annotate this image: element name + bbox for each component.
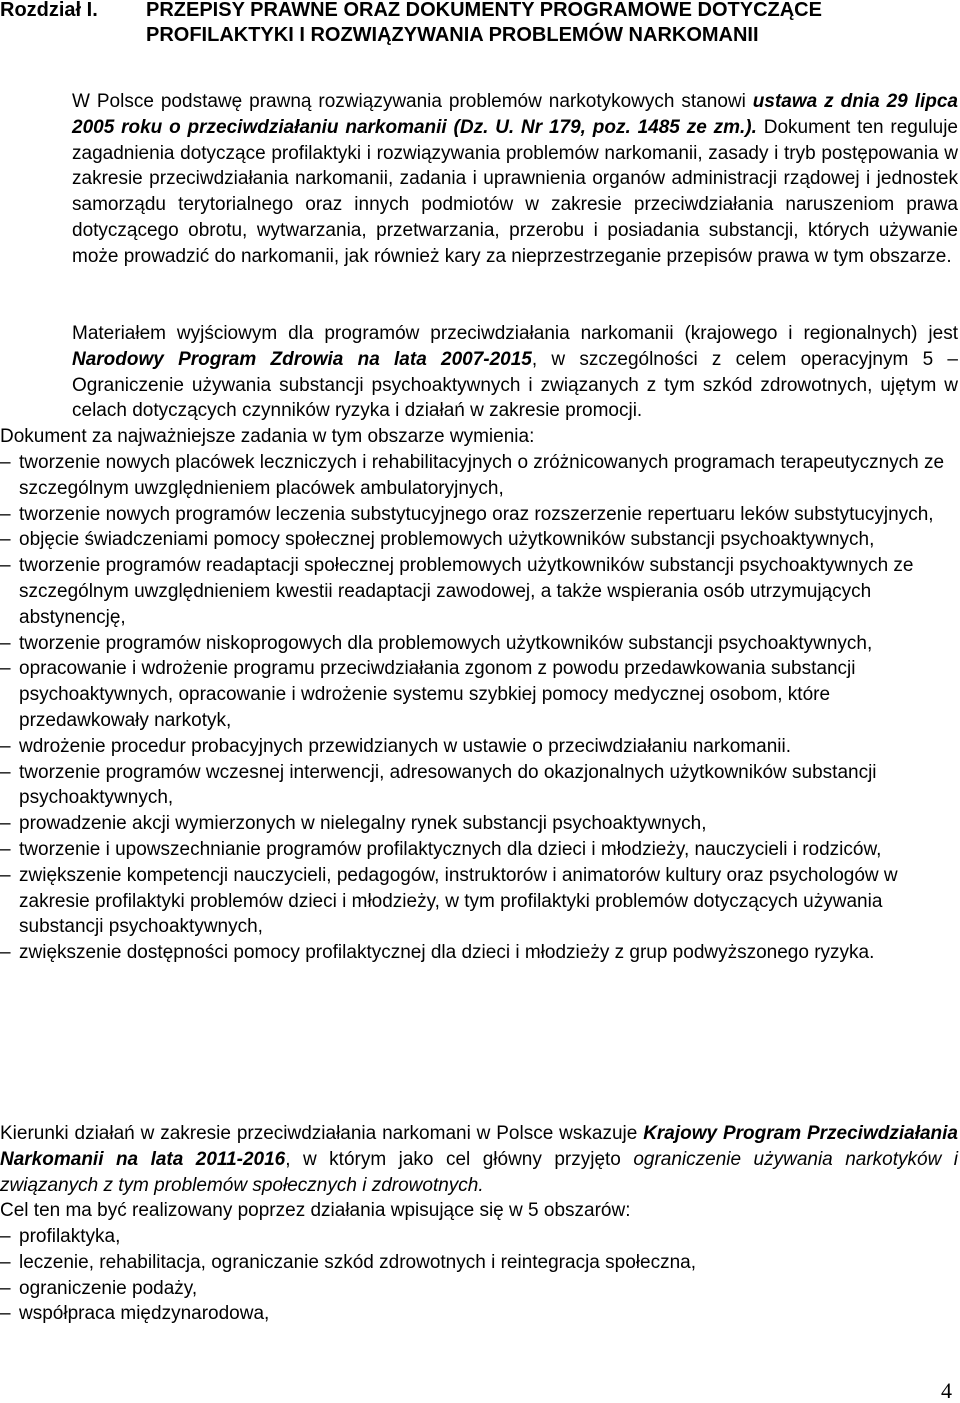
list-item bbox=[0, 1224, 958, 1250]
list-item-text: prowadzenie akcji wymierzonych w nielegalny rynek substancji psychoaktywnych, bbox=[19, 813, 707, 835]
list-item bbox=[0, 940, 958, 966]
list-item bbox=[0, 656, 958, 733]
paragraph-text: Dokument ten reguluje zagadnienia dotyczące profilaktyki i rozwiązywania problemów narkomanii, zasady i tryb postępowania w zakresie przeciwdziałania narkomanii, zadania i uprawnienia organów administracji rządowej i jednostek samorządu terytorialnego oraz innych podmiotów w zakresie przeciwdziałania naruszeniom prawa dotyczącego obrotu, wytwarzania, przetwarzania, przerobu i posiadania substancji, których używanie może prowadzić do narkomanii, jak również kary za nieprzestrzeganie przepisów prawa w tym obszarze. bbox=[72, 116, 958, 267]
list-item-text: tworzenie i upowszechnianie programów profilaktycznych dla dzieci i młodzieży, nauczycieli i rodziców, bbox=[19, 838, 882, 860]
list-dash: – bbox=[0, 452, 11, 473]
list-item bbox=[0, 837, 958, 863]
list-item bbox=[0, 631, 958, 657]
list-item bbox=[0, 734, 958, 760]
main-goal: ograniczenie używania narkotyków i związanych z tym problemów społecznych i zdrowotnych. bbox=[0, 1148, 958, 1196]
paragraph-text: Kierunki działań w zakresie przeciwdziałania narkomani w Polsce wskazuje bbox=[0, 1123, 644, 1144]
list-dash: – bbox=[0, 1277, 11, 1299]
list-item-text: tworzenie programów wczesnej interwencji, adresowanych do okazjonalnych użytkowników substancji psychoaktywnych, bbox=[19, 761, 877, 809]
list-item-text: wdrożenie procedur probacyjnych przewidzianych w ustawie o przeciwdziałaniu narkomanii. bbox=[19, 735, 791, 757]
list-dash: – bbox=[0, 864, 11, 886]
list-intro: Dokument za najważniejsze zadania w tym obszarze wymienia: bbox=[0, 426, 535, 448]
list-dash: – bbox=[0, 555, 11, 577]
list-item bbox=[0, 1276, 958, 1302]
list-item bbox=[0, 502, 958, 528]
list-item bbox=[0, 863, 958, 940]
list-item-text: ograniczenie podaży, bbox=[19, 1277, 198, 1299]
chapter-heading bbox=[0, 0, 960, 48]
areas-list bbox=[0, 1224, 958, 1327]
list-item bbox=[0, 527, 958, 553]
chapter-title-line-1: PRZEPISY PRAWNE ORAZ DOKUMENTY PROGRAMOWE DOTYCZĄCE bbox=[146, 0, 822, 21]
paragraph-text: W Polsce podstawę prawną rozwiązywania problemów narkotykowych stanowi bbox=[72, 91, 753, 112]
list-dash: – bbox=[0, 761, 11, 783]
paragraph-text: Materiałem wyjściowym dla programów przeciwdziałania narkomanii (krajowego i regionalnych) jest bbox=[72, 323, 958, 344]
paragraph-text: , w którym jako cel główny przyjęto bbox=[285, 1148, 634, 1170]
list-item-text: leczenie, rehabilitacja, ograniczanie szkód zdrowotnych i reintegracja społeczna, bbox=[19, 1251, 696, 1273]
list-dash: – bbox=[0, 838, 11, 860]
page-number: 4 bbox=[941, 1378, 952, 1403]
tasks-list bbox=[0, 450, 958, 966]
paragraph-text: , w szczególności z celem operacyjnym 5 – Ograniczenie używania substancji psychoaktywnych i związanych z tym szkód zdrowotnych, ujętym w celach dotyczących czynników ryzyka i działań w zakresie promocji. bbox=[72, 348, 958, 422]
list-item-text: opracowanie i wdrożenie programu przeciwdziałania zgonom z powodu przedawkowania substancji psychoaktywnych, opracowanie i wdrożenie systemu szybkiej pomocy medycznej osobom, które przedawkowały narkotyk, bbox=[19, 658, 856, 731]
paragraph-national-health-program bbox=[0, 321, 958, 450]
list-dash: – bbox=[0, 1226, 11, 1247]
list-item bbox=[0, 760, 958, 812]
paragraph-national-program bbox=[0, 1121, 958, 1224]
list-item-text: tworzenie programów readaptacji społecznej problemowych użytkowników substancji psychoaktywnych ze szczególnym uwzględnieniem kwestii readaptacji zawodowej, a także wspierania osób utrzymujących abstynencję, bbox=[19, 555, 914, 628]
chapter-label: Rozdział I. bbox=[0, 0, 98, 21]
list-item-text: tworzenie nowych programów leczenia substytucyjnego oraz rozszerzenie repertuaru leków substytucyjnych, bbox=[19, 503, 934, 525]
list-dash: – bbox=[0, 503, 11, 525]
list-dash: – bbox=[0, 1303, 11, 1325]
list-item-text: tworzenie nowych placówek leczniczych i rehabilitacyjnych o zróżnicowanych programach terapeutycznych ze szczególnym uwzględnieniem placówek ambulatoryjnych, bbox=[19, 452, 945, 499]
list-item-text: profilaktyka, bbox=[19, 1226, 121, 1247]
list-item bbox=[0, 553, 958, 630]
list-dash: – bbox=[0, 529, 11, 551]
list-item-text: zwiększenie kompetencji nauczycieli, pedagogów, instruktorów i animatorów kultury oraz psychologów w zakresie profilaktyki problemów dzieci i młodzieży, w tym profilaktyki problemów dotyczących używania substancji psychoaktywnych, bbox=[19, 864, 898, 938]
list-dash: – bbox=[0, 942, 11, 964]
list-dash: – bbox=[0, 813, 11, 835]
list-dash: – bbox=[0, 735, 11, 757]
program-name: Krajowy Program Przeciwdziałania Narkomanii na lata 2011-2016 bbox=[0, 1123, 958, 1170]
list-dash: – bbox=[0, 658, 11, 680]
list-dash: – bbox=[0, 632, 11, 654]
list-item-text: zwiększenie dostępności pomocy profilaktycznej dla dzieci i młodzieży z grup podwyższonego ryzyka. bbox=[19, 942, 875, 964]
list-item-text: tworzenie programów niskoprogowych dla problemowych użytkowników substancji psychoaktywnych, bbox=[19, 632, 873, 654]
law-citation: ustawa z dnia 29 lipca 2005 roku o przeciwdziałaniu narkomanii (Dz. U. Nr 179, poz. 1485 ze zm.). bbox=[72, 91, 958, 138]
list-item-text: objęcie świadczeniami pomocy społecznej problemowych użytkowników substancji psychoaktywnych, bbox=[19, 529, 875, 551]
list-intro: Cel ten ma być realizowany poprzez działania wpisujące się w 5 obszarów: bbox=[0, 1200, 631, 1222]
list-item-text: współpraca międzynarodowa, bbox=[19, 1303, 270, 1325]
program-name: Narodowy Program Zdrowia na lata 2007-2015 bbox=[72, 348, 532, 370]
paragraph-legal-basis bbox=[0, 89, 958, 270]
list-item bbox=[0, 1250, 958, 1276]
chapter-title-line-2: PROFILAKTYKI I ROZWIĄZYWANIA PROBLEMÓW NARKOMANII bbox=[146, 24, 759, 46]
list-item bbox=[0, 1301, 958, 1327]
list-dash: – bbox=[0, 1251, 11, 1273]
list-item bbox=[0, 450, 958, 502]
list-item bbox=[0, 811, 958, 837]
